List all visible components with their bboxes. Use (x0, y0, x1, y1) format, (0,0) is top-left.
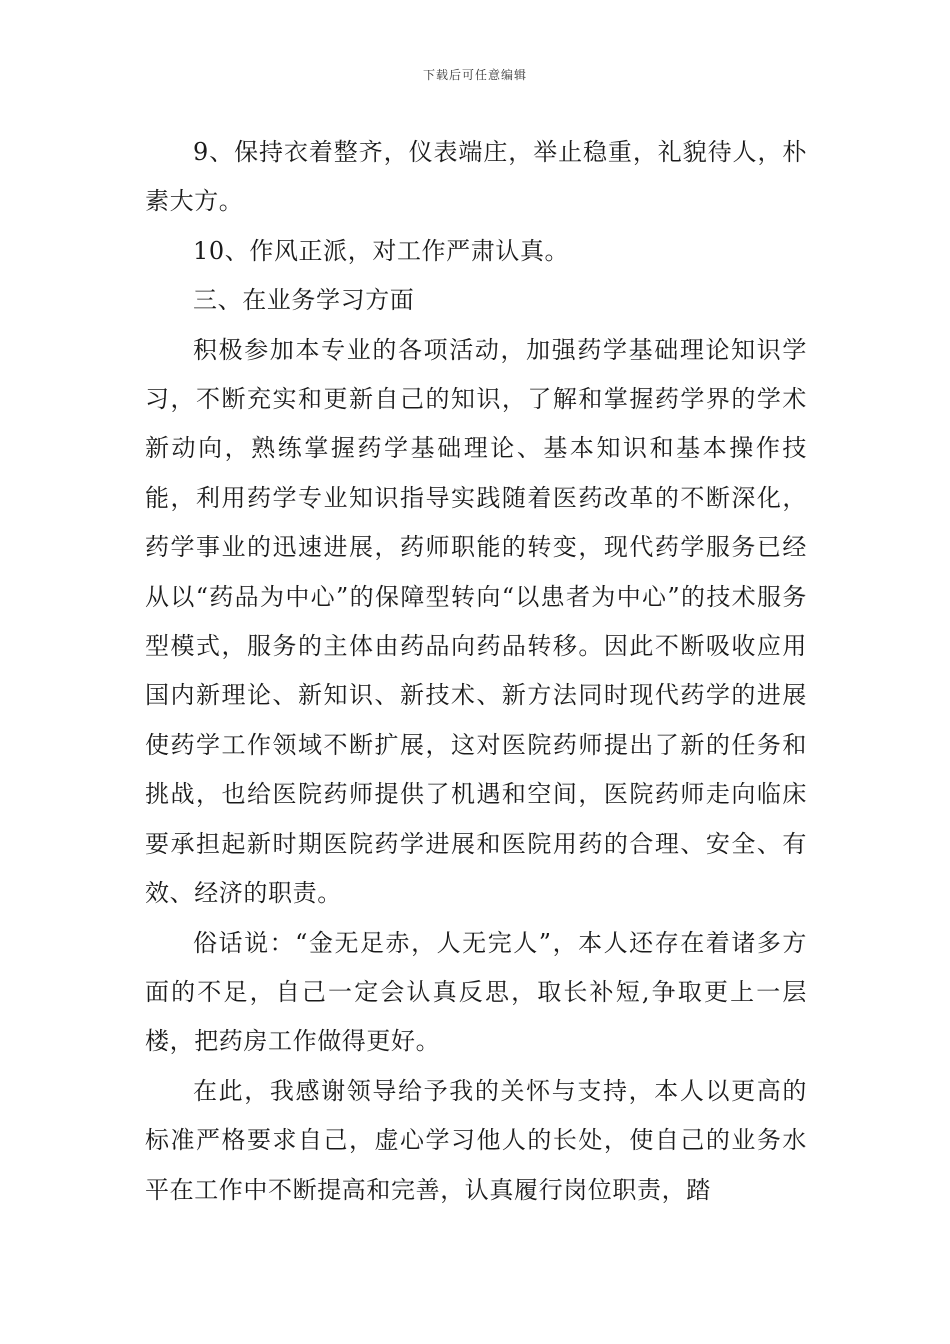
paragraph-study: 积极参加本专业的各项活动，加强药学基础理论知识学习，不断充实和更新自己的知识，了解和掌握药学界的学术新动向，熟练掌握药学基础理论、基本知识和基本操作技能，利用药学专业知识指导实践随着医药改革的不断深化，药学事业的迅速进展，药师职能的转变，现代药学服务已经从以“药品为中心”的保障型转向“以患者为中心”的技术服务型模式，服务的主体由药品向药品转移。因此不断吸收应用国内新理论、新知识、新技术、新方法同时现代药学的进展使药学工作领域不断扩展，这对医院药师提出了新的任务和挑战，也给医院药师提供了机遇和空间，医院药师走向临床要承担起新时期医院药学进展和医院用药的合理、安全、有效、经济的职责。 (145, 335, 807, 908)
section-heading: 三、在业务学习方面 (193, 286, 415, 315)
paragraph-item-10: 10、作风正派，对工作严肃认真。 (193, 236, 570, 265)
page-header: 下载后可任意编辑 (422, 68, 527, 82)
paragraph-item-9: 9、保持衣着整齐，仪表端庄，举止稳重，礼貌待人，朴素大方。 (145, 138, 807, 216)
document-body (145, 128, 807, 1215)
paragraph-thanks: 在此，我感谢领导给予我的关怀与支持，本人以更高的标准严格要求自己，虚心学习他人的长处，使自己的业务水平在工作中不断提高和完善，认真履行岗位职责，踏 (145, 1076, 807, 1204)
paragraph-proverb: 俗话说：“金无足赤，人无完人”，本人还存在着诸多方面的不足，自己一定会认真反思，取长补短,争取更上一层楼，把药房工作做得更好。 (145, 928, 807, 1056)
